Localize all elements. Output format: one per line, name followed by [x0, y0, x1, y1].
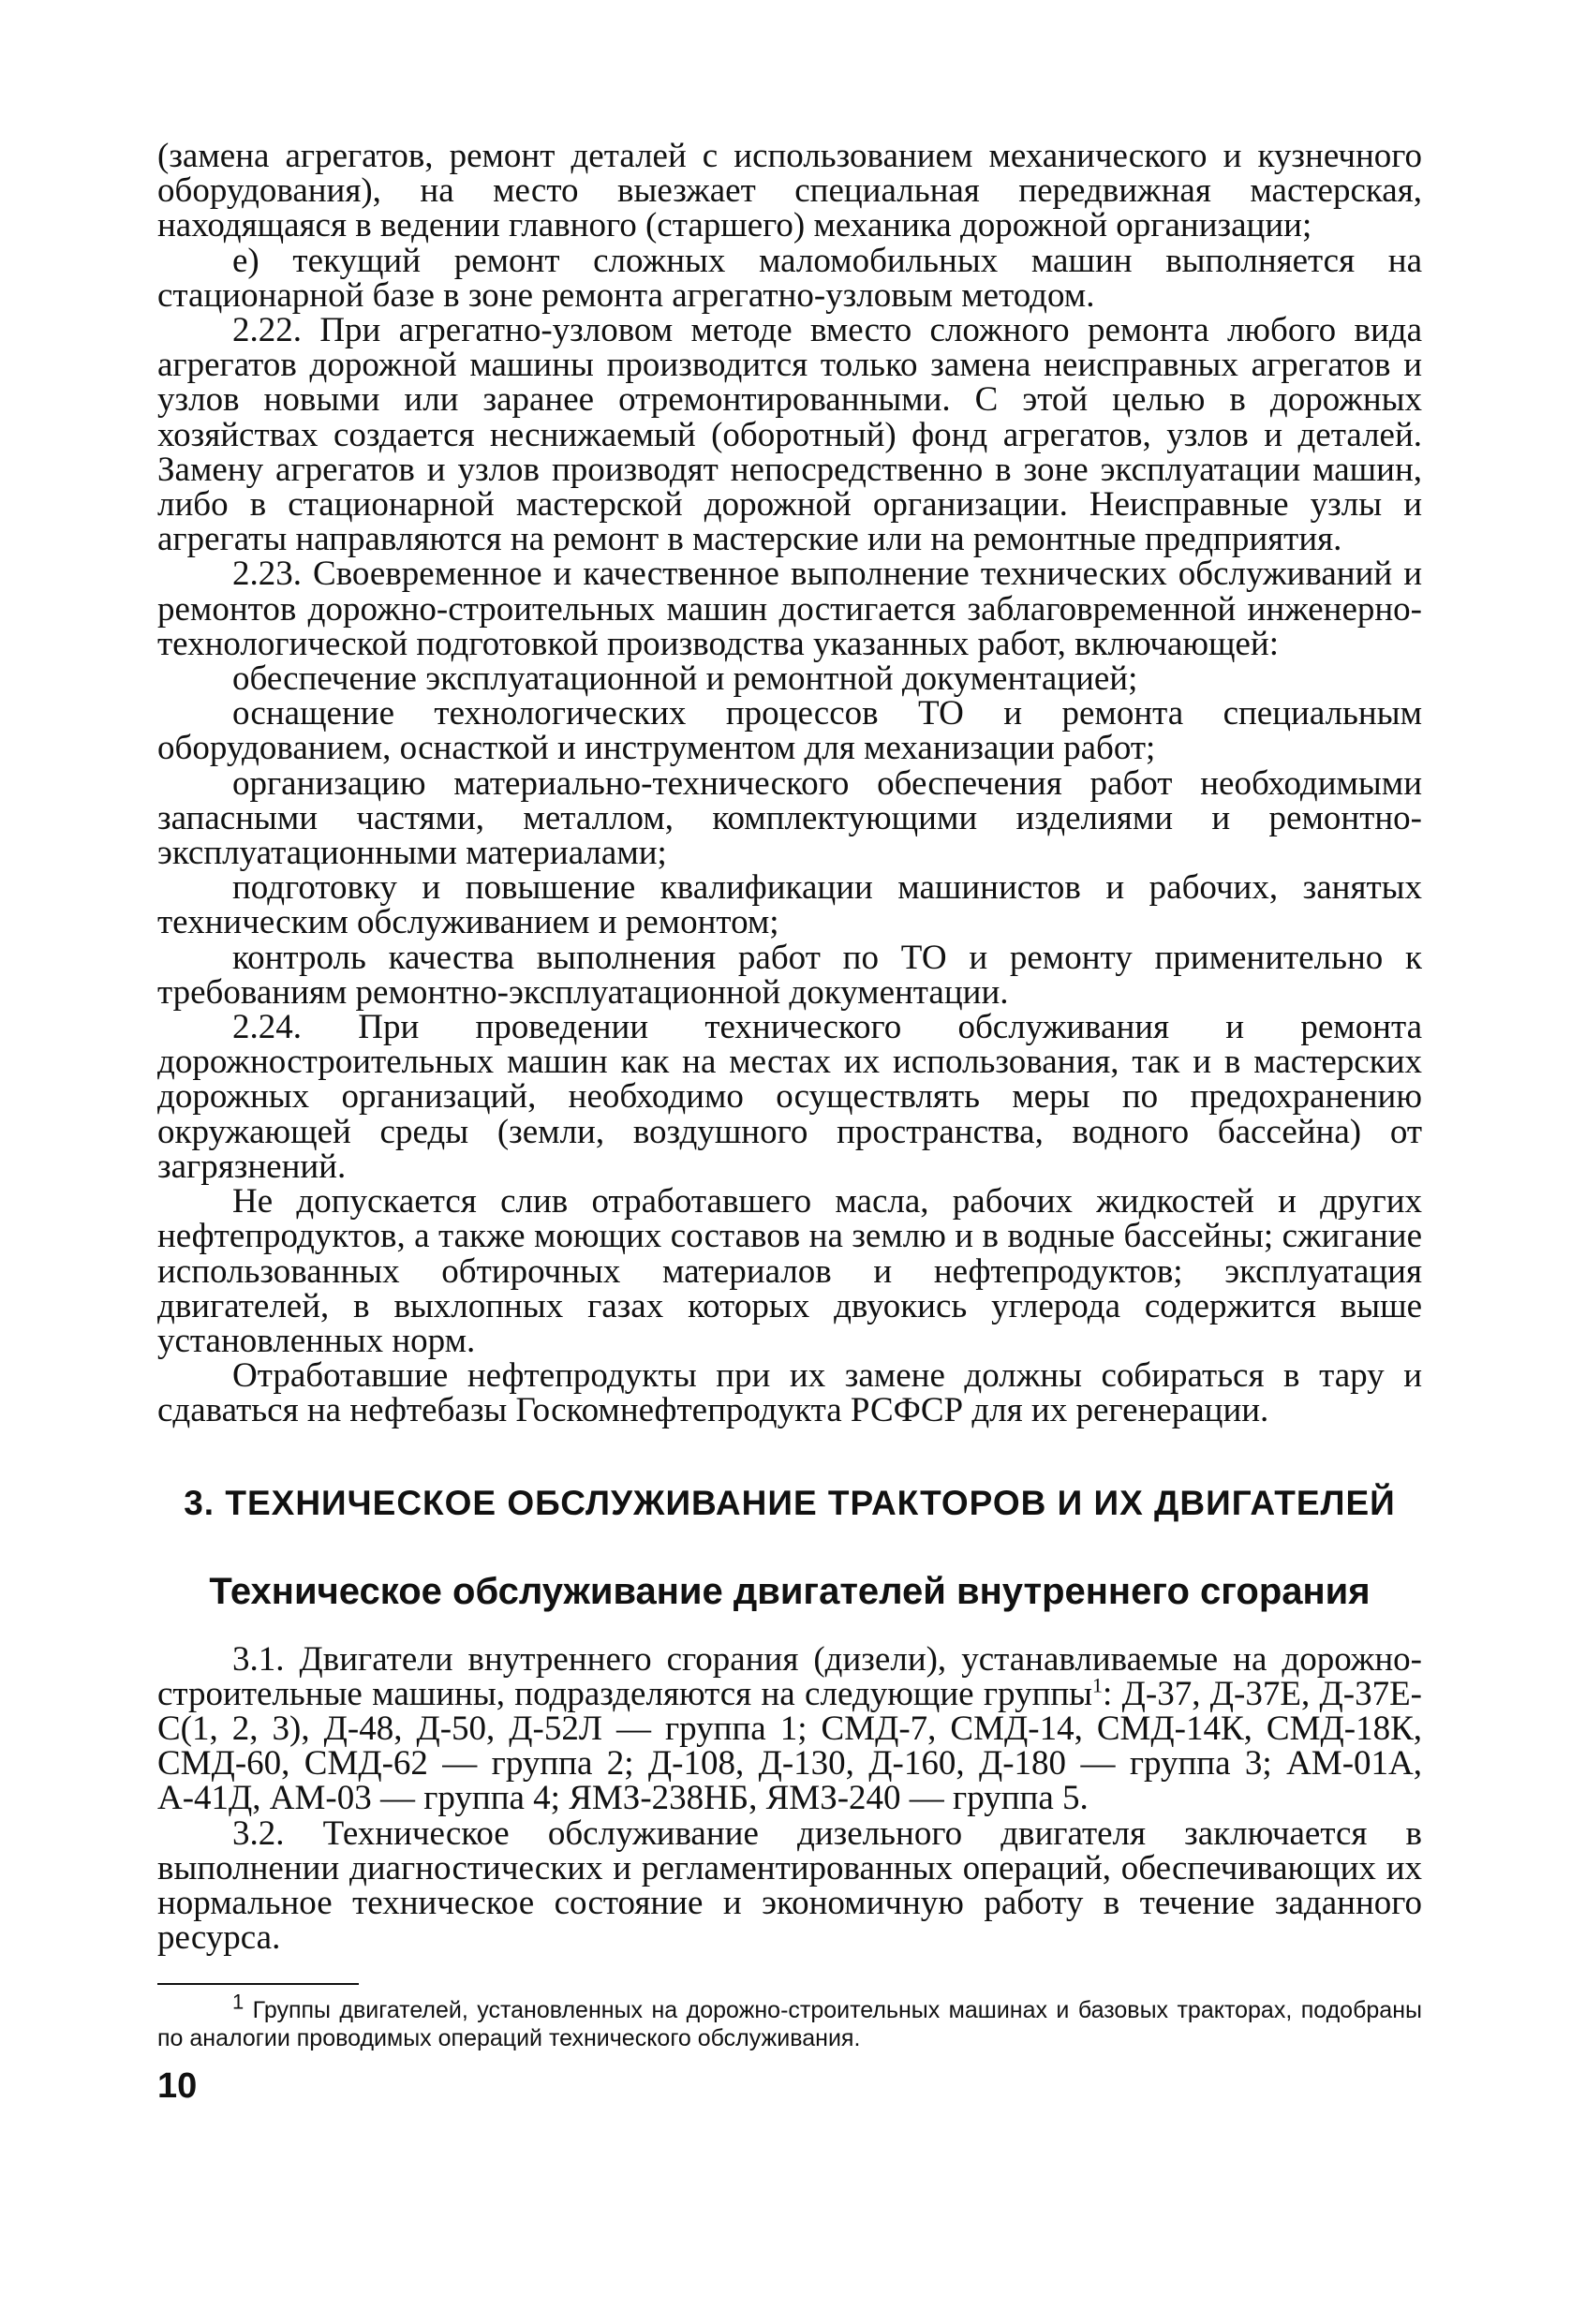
paragraph-waste-oil: Отработавшие нефтепродукты при их замене должны собираться в тару и сдаваться на нефтебазы Госкомнефтепродукта РСФСР для их регенерации. [157, 1356, 1422, 1430]
footnote-text: Группы двигателей, установленных на дорожно-строительных машинах и базовых тракторах, подобраны по аналогии проводимых операций технического обслуживания. [157, 1997, 1422, 2052]
footnote-divider [157, 1983, 359, 1985]
paragraph-3-1 [157, 1639, 1422, 1818]
paragraph-3-1-groups: : Д-37, Д-37Е, Д-37Е-С(1, 2, 3), Д-48, Д-50, Д-52Л — группа 1; СМД-7, СМД-14, СМД-14К, СМД-18К, СМД-60, СМД-62 — группа 2; Д-108, Д-130, Д-160, Д-180 — группа 3; АМ-01А, А-41Д, АМ-03 — группа 4; ЯМЗ-238НБ, ЯМЗ-240 — группа 5. [157, 1674, 1422, 1818]
subsection-heading: Техническое обслуживание двигателей внутреннего сгорания [209, 1570, 1371, 1612]
list-item: контроль качества выполнения работ по ТО и ремонту применительно к требованиям ремонтно-эксплуатационной документации. [157, 938, 1422, 1012]
document-page [157, 139, 1422, 2107]
footnote [157, 1991, 1422, 2052]
list-item: подготовку и повышение квалификации машинистов и рабочих, занятых техническим обслуживанием и ремонтом; [157, 868, 1422, 942]
paragraph-2-24: 2.24. При проведении технического обслуживания и ремонта дорожностроительных машин как на местах их использования, так и в мастерских дорожных организаций, необходимо осуществлять меры по предохранению окружающей среды (земли, воздушного пространства, водного бассейна) от загрязнений. [157, 1008, 1422, 1186]
paragraph-2-22: 2.22. При агрегатно-узловом методе вместо сложного ремонта любого вида агрегатов дорожной машины производится только замена неисправных агрегатов и узлов новыми или заранее отремонтированными. С этой целью в дорожных хозяйствах создается неснижаемый (оборотный) фонд агрегатов, узлов и деталей. Замену агрегатов и узлов производят непосредственно в зоне эксплуатации машин, либо в стационарной мастерской дорожной организации. Неисправные узлы и агрегаты направляются на ремонт в мастерские или на ремонтные предприятия. [157, 311, 1422, 559]
footnote-reference: 1 [1092, 1673, 1104, 1697]
paragraph-pollution: Не допускается слив отработавшего масла, рабочих жидкостей и других нефтепродуктов, а также моющих составов на землю и в водные бассейны; сжигание использованных обтирочных материалов и нефтепродуктов; эксплуатация двигателей, в выхлопных газах которых двуокись углерода содержится выше установленных норм. [157, 1182, 1422, 1360]
paragraph-3-2: 3.2. Техническое обслуживание дизельного двигателя заключается в выполнении диагностических и регламентированных операций, обеспечивающих их нормальное техническое состояние и экономичную работу в течение заданного ресурса. [157, 1813, 1422, 1958]
paragraph-3-1-text: 3.1. Двигатели внутреннего сгорания (дизели), устанавливаемые на дорожно-строительные машины, подразделяются на следующие группы [157, 1639, 1422, 1713]
page-number: 10 [157, 2066, 198, 2107]
paragraph-continuation: (замена агрегатов, ремонт деталей с использованием механического и кузнечного оборудования), на место выезжает специальная передвижная мастерская, находящаяся в ведении главного (старшего) механика дорожной организации; [157, 137, 1422, 245]
list-item: обеспечение эксплуатационной и ремонтной документацией; [232, 659, 1138, 699]
footnote-mark: 1 [232, 1991, 245, 2015]
section-heading: 3. ТЕХНИЧЕСКОЕ ОБСЛУЖИВАНИЕ ТРАКТОРОВ И ИХ ДВИГАТЕЛЕЙ [184, 1483, 1396, 1522]
paragraph-2-23: 2.23. Своевременное и качественное выполнение технических обслуживаний и ремонтов дорожно-строительных машин достигается заблаговременной инженерно-технологической подготовкой производства указанных работ, включающей: [157, 555, 1422, 663]
list-item: организацию материально-технического обеспечения работ необходимыми запасными частями, металлом, комплектующими изделиями и ремонтно-эксплуатационными материалами; [157, 763, 1422, 873]
list-item: оснащение технологических процессов ТО и ремонта специальным оборудованием, оснасткой и инструментом для механизации работ; [157, 694, 1422, 768]
paragraph-item-e: е) текущий ремонт сложных маломобильных машин выполняется на стационарной базе в зоне ремонта агрегатно-узловым методом. [157, 241, 1422, 315]
